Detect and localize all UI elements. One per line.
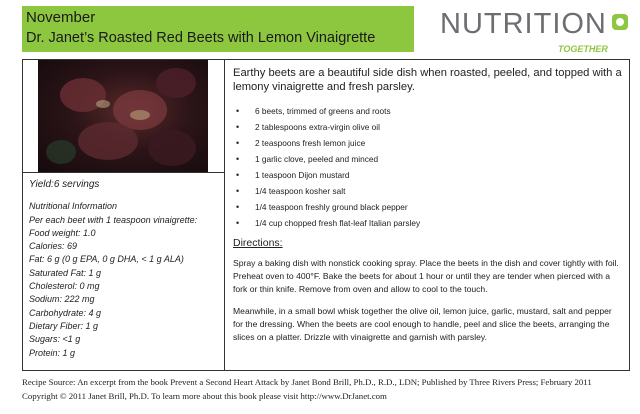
ingredient-list — [233, 103, 623, 231]
recipe-title: Dr. Janet’s Roasted Red Beets with Lemon Vinaigrette — [26, 30, 376, 46]
apple-icon — [612, 14, 628, 30]
nutrition-line: Cholesterol: 0 mg — [29, 281, 100, 292]
ingredient-item: • 2 teaspoons fresh lemon juice — [233, 135, 623, 151]
nutrition-line: Protein: 1 g — [29, 347, 76, 358]
directions-heading: Directions: — [233, 237, 283, 249]
nutrition-line: Nutritional Information — [29, 201, 118, 212]
nutrition-line: Saturated Fat: 1 g — [29, 267, 102, 278]
nutrition-line: Food weight: 1.0 — [29, 227, 96, 238]
nutrition-line: Sugars: <1 g — [29, 334, 81, 345]
nutrition-info — [29, 178, 221, 360]
nutrition-together-logo — [440, 8, 630, 58]
ingredient-item: • 1 garlic clove, peeled and minced — [233, 151, 623, 167]
ingredient-item: • 6 beets, trimmed of greens and roots — [233, 103, 623, 119]
ingredient-item: • 2 tablespoons extra-virgin olive oil — [233, 119, 623, 135]
nutrition-line: Carbohydrate: 4 g — [29, 307, 102, 318]
beets-photo — [38, 60, 208, 173]
directions-step: Meanwhile, in a small bowl whisk together the olive oil, lemon juice, garlic, mustard, salt and pepper for the dressing. When the beets are cool enough to handle, peel and slice the beets, arranging the slices on a platter. Drizzle with vinaigrette and garnish with parsley. — [233, 306, 612, 342]
logo-wordmark: NUTRITION — [440, 8, 607, 40]
column-divider — [224, 60, 225, 370]
header-month: November — [26, 9, 96, 26]
ingredient-item: • 1/4 teaspoon freshly ground black pepper — [233, 199, 623, 215]
ingredient-item: • 1/4 teaspoon kosher salt — [233, 183, 623, 199]
recipe-source-footer: Recipe Source: An excerpt from the book Prevent a Second Heart Attack by Janet Bond Brill, Ph.D., R.D., LDN; Published by Three Rivers Press; February 2011 Copyright © 2011 Janet Brill, Ph.D. To learn more about this book please visit http://www.DrJanet.com — [22, 377, 592, 401]
yield: Yield:6 servings — [29, 179, 100, 190]
ingredient-item: • 1 teaspoon Dijon mustard — [233, 167, 623, 183]
recipe-body — [233, 66, 623, 353]
nutrition-line: Calories: 69 — [29, 241, 78, 252]
left-separator — [23, 172, 224, 173]
nutrition-line: Sodium: 222 mg — [29, 294, 95, 305]
header-bar — [22, 6, 414, 52]
ingredient-item: • 1/4 cup chopped fresh flat-leaf Italian parsley — [233, 215, 623, 231]
nutrition-line: Per each beet with 1 teaspoon vinaigrette: — [29, 214, 198, 225]
directions-step: Spray a baking dish with nonstick cooking spray. Place the beets in the dish and cover tightly with foil. Preheat oven to 400°F. Bake the beets for about 1 hour or until they are tender when pierced with a fork or thin knife. Remove from oven and allow to cool to the touch. — [233, 258, 619, 294]
logo-tagline: TOGETHER — [558, 44, 608, 54]
nutrition-line: Dietary Fiber: 1 g — [29, 320, 99, 331]
recipe-intro: Earthy beets are a beautiful side dish when roasted, peeled, and topped with a lemony vinaigrette and fresh parsley. — [233, 67, 622, 93]
nutrition-line: Fat: 6 g (0 g EPA, 0 g DHA, < 1 g ALA) — [29, 254, 184, 265]
recipe-card — [22, 59, 630, 371]
